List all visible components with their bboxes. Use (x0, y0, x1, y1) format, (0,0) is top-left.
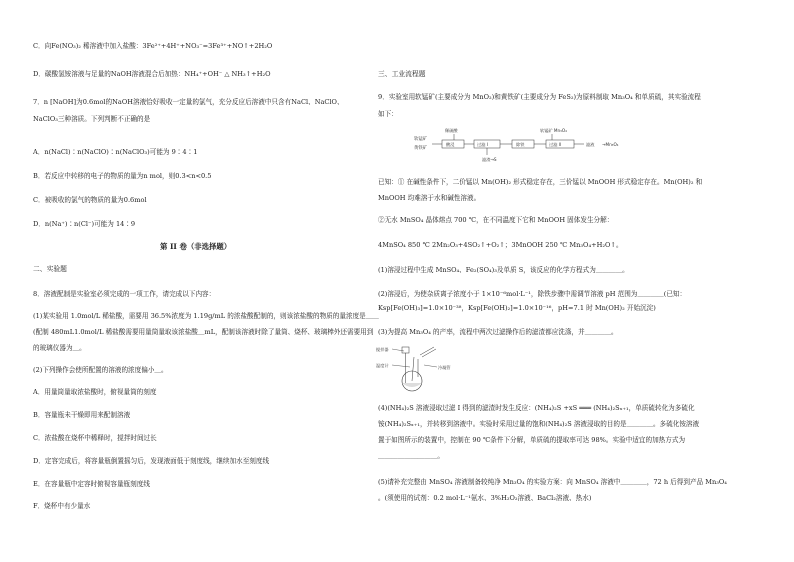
flow-filter2: 过滤 II (549, 142, 562, 147)
option-d: D．碳酸氢铵溶液与足量的NaOH溶液混合后加热：NH₄⁺+OH⁻ △ NH₃↑+H₂O (33, 70, 271, 78)
section-experiment: 二、实验题 (33, 265, 67, 273)
flow-product: →Mn₃O₄ (602, 142, 619, 147)
q9-part4-line1: (4)(NH₄)₂S 溶液浸取过滤 I 得到的滤渣时发生反应：(NH₄)₂S +xS ═══ (NH₄)₂Sₓ₊₁，单质硫转化为多硫化 (378, 404, 695, 412)
apparatus-thermometer: 温度计 (376, 363, 389, 368)
q9-part2-line2: Ksp[Fe(OH)₃]=1.0×10⁻³⁸，Ksp[Fe(OH)₂]=1.0×10⁻¹⁶，pH=7.1 时 Mn(OH)₂ 开始沉淀) (378, 304, 656, 312)
q8-part1-line3: 的玻璃仪器为＿。 (33, 344, 86, 352)
q9-part4-line3: 置于如图所示的装置中，控制在 90 ℃条件下分解，单质硫的提取率可达 98%。实验中适宜的加热方式为 (378, 436, 686, 444)
q9-part5-line1: (5)请补充完整由 MnSO₄ 溶液制备较纯净 Mn₃O₄ 的实验方案：向 MnSO₄ 溶液中＿＿＿＿，72 h 后得到产品 Mn₃O₄ (378, 478, 727, 486)
question-7-stem-cont: NaClO₃三种溶质。下列判断不正确的是 (33, 115, 151, 123)
flow-ore2: 软锰矿 Mn₃O₄ (540, 128, 567, 133)
q7-option-b: B．若反应中转移的电子的物质的量为n mol，则0.3<n<0.5 (33, 172, 212, 180)
question-9-stem-cont: 如下： (378, 110, 398, 118)
q8-option-b: B．容量瓶未干燥即用来配制溶液 (33, 411, 131, 419)
q8-part1-line1: (1)某实验用 1.0mol/L 稀盐酸，需要用 36.5%浓度为 1.19g/mL 的浓盐酸配制的，则该浓盐酸的物质的量浓度是＿＿ (33, 312, 379, 320)
decomposition-equation: 4MnSO₄ 850 ℃ 2Mn₂O₃+4SO₂↑+O₂↑；3MnOOH 250 ℃ Mn₃O₄+H₂O↑。 (378, 241, 623, 249)
apparatus-figure (374, 343, 469, 393)
q9-part3: (3)为提高 Mn₃O₄ 的产率，流程中两次过滤操作后的滤渣都应洗涤，并＿＿＿＿。 (378, 328, 618, 336)
flow-remove-iron: 除铁 (516, 142, 525, 147)
q7-option-d: D．n(Na⁺)∶n(Cl⁻)可能为 14∶9 (33, 220, 136, 228)
q8-part2: (2)下列操作会使所配置的溶液的浓度偏小＿。 (33, 366, 168, 374)
section-industrial-process: 三、工业流程题 (378, 70, 426, 78)
q9-part4-line2: 铵(NH₄)₂Sₓ₊₁，并转移到溶液中。实验时采用过量的饱和(NH₄)₂S 溶液浸取的目的是＿＿＿＿。多硫化铵溶液 (378, 420, 700, 428)
volume-2-title: 第 II 卷（非选择题） (160, 242, 232, 251)
question-9-stem: 9．实验室用软锰矿(主要成分为 MnO₂)和黄铁矿(主要成分为 FeS₂)为原料制取 Mn₃O₄ 和单质硫，其实验流程 (378, 93, 701, 101)
q8-option-d: D．定容完成后，将容量瓶倒置摇匀后，发现液面低于刻度线，继续加水至刻度线 (33, 457, 270, 465)
known-2: ②无水 MnSO₄ 晶体熔点 700 ℃，在不同温度下它和 MnOOH 固体发生分解： (378, 216, 614, 224)
apparatus-stirrer: 搅拌器 (376, 347, 389, 352)
q7-option-c: C．被吸收的氯气的物质的量为0.6mol (33, 196, 147, 204)
q7-option-a: A．n(NaCl)∶n(NaClO)∶n(NaClO₃)可能为 9∶4∶1 (33, 148, 198, 156)
flow-acid: 稀硫酸 (445, 128, 458, 133)
known-1: 已知：① 在碱性条件下，二价锰以 Mn(OH)₂ 形式稳定存在，三价锰以 MnOOH 形式稳定存在。Mn(OH)₂ 和 (378, 178, 703, 186)
question-8-stem: 8．溶液配制是实验室必须完成的一项工作，请完成以下内容： (33, 290, 216, 298)
q9-part2-line1: (2)溶浸后，为使杂质离子浓度小于 1×10⁻⁶mol·L⁻¹，除铁步骤中需调节溶液 pH 范围为＿＿＿＿(已知： (378, 290, 687, 298)
apparatus-condenser: 冷凝管 (438, 365, 451, 370)
flow-filter1: 过滤 I (477, 142, 488, 147)
option-c: C．向Fe(NO₃)₂ 稀溶液中加入盐酸：3Fe²⁺+4H⁺+NO₃⁻=3Fe³⁺+NO↑+2H₂O (33, 42, 273, 50)
q9-part1: (1)溶浸过程中生成 MnSO₄、Fe₂(SO₄)₃及单质 S，该反应的化学方程式为＿＿＿＿。 (378, 266, 629, 274)
flow-input-ore2: 黄铁矿 (414, 146, 428, 151)
q8-option-a: A．用量筒量取浓盐酸时，俯视量筒的刻度 (33, 388, 157, 396)
q8-option-f: F．烧杯中有少量水 (33, 502, 91, 510)
flow-leach: 酸浸 (446, 142, 455, 147)
process-flow-diagram (412, 125, 672, 167)
question-7-stem: 7．n [NaOH]为0.6mol的NaOH溶液恰好吸收一定量的氯气，充分反应后溶液中只含有NaCl、NaClO、 (33, 98, 344, 106)
known-1-cont: MnOOH 均难溶于水和碱性溶液。 (378, 194, 481, 202)
flow-residue: 滤渣→S (482, 157, 497, 162)
q8-option-e: E．在容量瓶中定容时俯视容量瓶刻度线 (33, 480, 150, 488)
q8-option-c: C．浓盐酸在烧杯中稀释时，搅拌时间过长 (33, 434, 157, 442)
q9-part5-line2: 。(须使用的试剂：0.2 mol·L⁻¹氨水、3%H₂O₂溶液、BaCl₂溶液、热水) (378, 494, 592, 502)
flow-solution: 滤液 (586, 142, 595, 147)
flow-input-ore1: 软锰矿 (414, 137, 428, 142)
q8-part1-line2: (配制 480mL1.0mol/L 稀盐酸需要用量筒量取该浓盐酸＿mL，配制该溶液时除了量筒、烧杯、玻璃棒外还需要用到 (33, 328, 374, 336)
q9-part4-line4: ＿＿＿＿＿＿＿＿＿。 (378, 452, 444, 460)
